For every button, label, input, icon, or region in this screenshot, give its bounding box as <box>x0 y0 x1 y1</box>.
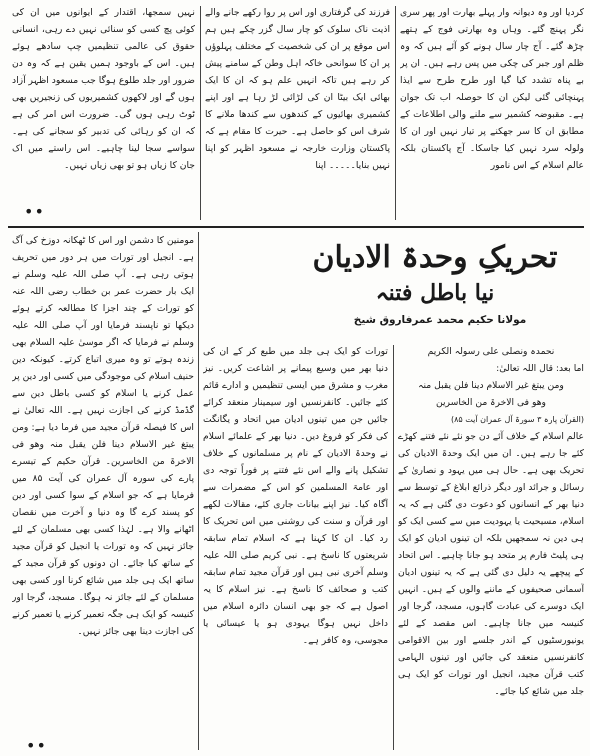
article-author: مولانا حکیم محمد عمرفاروق شیخ <box>353 314 527 326</box>
top-end-dots: •• <box>24 202 45 221</box>
article-column-right <box>398 343 584 753</box>
article-end-dots: •• <box>26 736 47 755</box>
top-column-rule-left <box>200 6 201 220</box>
section-divider <box>8 226 584 228</box>
article-column-rule-left <box>198 232 199 750</box>
top-column-middle: فرزند کی گرفتاری اور اس پر روا رکھے جانے والے اذیت ناک سلوک کو چار سال گزر چکے ہیں ہم اس موقع پر ان کی شخصیت کے مختلف پہلوؤں پر ان کا سوانحی خاکہ اہل وطن کے سامنے پیش کر رہے ہیں تاکہ انہیں علم ہو کہ ان کا ایک بھائی ایک بیٹا ان کی لڑائی لڑ رہا ہے اور اپنے کشمیری بھائیوں کے کندھوں سے کندھا ملانے کا شرف اس کو حاصل ہے۔ حیرت کا مقام ہے کہ پاکستان وزارت خارجہ نے مسعود اظہر کو اپنا نہیں بنایا۔۔۔۔۔ اپنا <box>205 7 390 171</box>
article-opening: نحمدہ ونصلی علی رسولہ الکریم <box>427 346 555 357</box>
article-verse-line-2: وھو فی الاخرۃ من الخاسرین <box>436 397 546 408</box>
article-column-middle: تورات کو ایک ہی جلد میں طبع کر کے ان کی دنیا بھر میں وسیع پیمانے پر اشاعت کریں۔ نیز مغرب و مشرق میں ایسی تنظیمیں و ادارے قائم کئے جائیں۔ کانفرنسیں اور سیمینار منعقد کرائے جائیں جن میں تینوں ادیان میں اتحاد و یگانگت کی فکر کو فروغ دیں۔ دنیا بھر کے علمائے اسلام نے وحدۃ الادیان کے نام پر مسلمانوں کے خلاف تشکیل پانے والے اس نئے فتنے پر فوراً توجہ دی اور عامۃ المسلمین کو اس کے مضمرات سے آگاہ کیا۔ نیز اپنے بیانات جاری کئے، مقالات لکھے اور قرآن و سنت کی روشنی میں اس تحریک کا رد کیا۔ ان کا کہنا ہے کہ اسلام تمام سابقہ شریعتوں کا ناسخ ہے۔ نبی کریم صلی اللہ علیہ وسلم آخری نبی ہیں اور قرآن مجید تمام سابقہ کتب و صحائف کا ناسخ ہے۔ نیز اسلام کا یہ اصول ہے کہ جو بھی انسان دائرہ اسلام میں داخل نہیں ہوگا یہودی ہو یا عیسائی یا مجوسی، وہ کافر ہے۔ <box>203 346 388 646</box>
top-column-rule-right <box>395 6 396 220</box>
article-column-rule-right <box>393 345 394 750</box>
article-body-right: عالم اسلام کے خلاف آئے دن جو نئے نئے فتنے کھڑے کئے جا رہے ہیں۔ ان میں ایک وحدۃ الادیان کی تحریک بھی ہے۔ حال ہی میں یہود و نصاریٰ کے رسائل و جرائد اور دیگر ذرائع ابلاغ کے توسط سے دنیا بھر کے انسانوں کو دعوت دی گئی ہے کہ یہ اسلام، مسیحیت یا یہودیت میں سے کسی ایک کو ہی دین نہ سمجھیں بلکہ ان تینوں ادیان کو ایک ہی پلیٹ فارم پر متحد ہو جانا چاہیے۔ اس اتحاد کے پیچھے یہ دلیل دی گئی ہے کہ یہ تینوں ادیان آسمانی صحیفوں کے ماننے والوں کے ہیں۔ انہیں ایک دوسرے کی عبادت گاہوں، مسجد، گرجا اور کنیسہ میں جانا چاہیے۔ اس مقصد کے لئے یونیورسٹیوں کے اندر جلسے اور بین الاقوامی کانفرنسیں منعقد کی جائیں اور تینوں الہامی کتب قرآن مجید، انجیل اور تورات کو ایک ہی جلد میں شائع کیا جائے۔ <box>398 431 584 697</box>
top-column-left: نہیں سمجھا، اقتدار کے ایوانوں میں ان کی کوئی پچ کسی کو سنائی نہیں دے رہی، انسانی حقوق کی عالمی تنظیمیں چپ سادھے ہوئے ہیں۔ اس کے باوجود ہمیں یقین ہے کہ وہ دن ضرور اور جلد طلوع ہوگا جب مسعود اظہر آزاد ہوں گے اور لاکھوں کشمیریوں کی زنجیریں بھی ٹوٹ رہی ہوں گی۔ ضرورت اس امر کی ہے کہ ان کو رہائی کی تدبیر کو سجانے کی ہے۔ سواسے سجا لینا چاہیے۔ اس راستے میں اک جان کا زیاں ہو تو بھی زیاں نہیں۔ <box>12 7 195 171</box>
article-amma-baad: اما بعد: قال اللہ تعالیٰ: <box>496 363 584 374</box>
article-citation: (القرآن پارہ ۳ سورۃ آل عمران آیت ۸۵) <box>450 415 584 424</box>
article-title: تحریکِ وحدۃ الادیان <box>312 240 558 275</box>
top-column-right: کردیا اور وہ دیوانہ وار پہلے بھارت اور پھر سری نگر پہنچ گئے۔ وہاں وہ بھارتی فوج کے ہتھے چڑھ گئے۔ آج چار سال ہونے کو آئے ہیں کہ وہ ظلم اور جبر کی چکی میں پس رہے ہیں۔ ان پر بے پناہ تشدد کیا گیا اور طرح طرح سے ایذا پہنچائی گئی لیکن ان کا حوصلہ اب تک جوان ہے۔ مقبوضہ کشمیر سے ملنے والی اطلاعات کے مطابق ان کا سر جھکنے پر تیار نہیں اور ان کا ولولہ سرد نہیں کیا جاسکا۔ آج پاکستان بلکہ عالم اسلام کے اس نامور <box>400 7 584 171</box>
article-column-left: مومنین کا دشمن اور اس کا ٹھکانہ دوزخ کی آگ ہے۔ انجیل اور تورات میں ہر دور میں تحریف ہوتی رہی ہے۔ آپ صلی اللہ علیہ وسلم نے ایک بار حضرت عمر بن خطاب رضی اللہ عنہ کو تورات کے چند اجزا کا مطالعہ کرتے ہوئے دیکھا تو ناپسند فرمایا اور آپ صلی اللہ علیہ وسلم نے فرمایا کہ اگر موسیٰ علیہ السلام بھی زندہ ہوتے تو وہ میری اتباع کرتے۔ کیونکہ دین حنیف اسلام کی موجودگی میں کسی اور دین پر عمل کرنے یا اسلام کو کسی باطل دین سے گڈمڈ کرنے کی اجازت نہیں ہے۔ اللہ تعالیٰ نے اس کا فیصلہ قرآن مجید میں فرما دیا ہے: ومن یبتغ غیر الاسلام دینا فلن یقبل منہ وھو فی الاخرۃ من الخاسرین۔ قرآن حکیم کے تیسرے پارے کی سورہ آل عمران کی آیت ۸۵ میں فرمایا ہے کہ جو اسلام کے سوا کسی اور دین کو پسند کرے گا وہ دنیا و آخرت میں نقصان اٹھانے والا ہے۔ لہٰذا کسی بھی مسلمان کے لئے جائز نہیں کہ وہ تورات یا انجیل کو قرآن مجید کے ساتھ کیا جائے۔ ان دونوں کو قرآن مجید کے ساتھ ایک ہی جلد میں شائع کرنا اور کسی بھی مسلمان کے لئے جائز نہ ہوگا۔ مسجد، گرجا اور کنیسہ کو ایک ہی جگہ تعمیر کرنے یا تعمیر کرنے کی اجازت دینا بھی جائز نہیں۔ <box>12 235 194 637</box>
article-verse-line-1: ومن یبتغ غیر الاسلام دینا فلن یقبل منہ <box>418 380 564 391</box>
article-subtitle: نیا باطل فتنہ <box>375 280 495 306</box>
